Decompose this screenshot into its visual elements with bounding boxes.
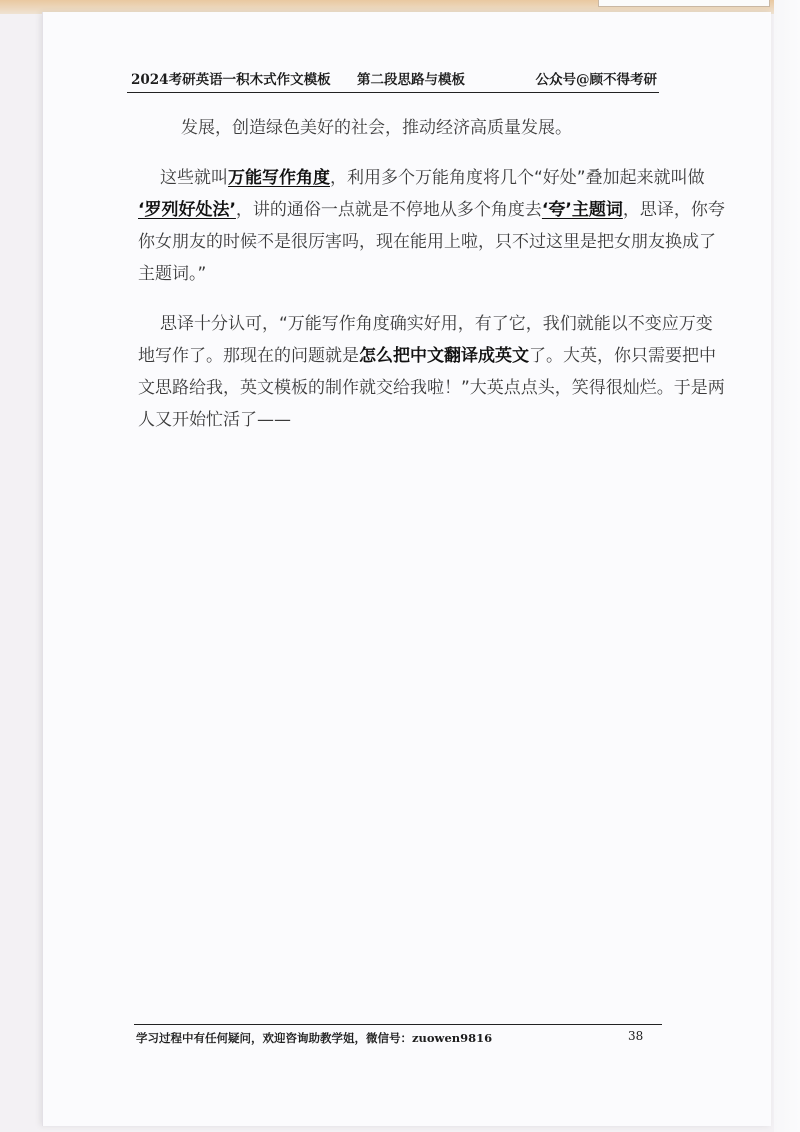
paragraph-3-line-4: 人又开始忙活了—— <box>138 410 291 430</box>
paragraph-3-line-1: 思译十分认可，“万能写作角度确实好用，有了它，我们就能以不变应万变 <box>160 314 713 334</box>
footer-note: 学习过程中有任何疑问，欢迎咨询助教学姐，微信号：zuowen9816 <box>136 1031 493 1045</box>
text-run: ，思译，你夸 <box>622 200 725 220</box>
paragraph-1-line-1: 发展，创造绿色美好的社会，推动经济高质量发展。 <box>181 118 572 138</box>
page-header <box>127 70 659 93</box>
text-run: ，讲的通俗一点就是不停地从多个角度去 <box>235 200 542 220</box>
paragraph-2-line-3: 你女朋友的时候不是很厉害吗，现在能用上啦，只不过这里是把女朋友换成了 <box>138 232 716 252</box>
emphasis-list-benefits: ‘罗列好处法’ <box>138 200 236 220</box>
emphasis-universal-angle: 万能写作角度 <box>228 168 330 188</box>
text-run: 地写作了。那现在的问题就是 <box>138 346 359 366</box>
page-number: 38 <box>628 1029 644 1043</box>
text-run: ，利用多个万能角度将几个“好处”叠加起来就叫做 <box>330 168 705 188</box>
header-title: 2024考研英语一积木式作文模板 <box>131 72 331 88</box>
header-account: 公众号@顾不得考研 <box>535 72 657 88</box>
paragraph-2-line-1 <box>138 162 705 194</box>
emphasis-praise-topic: ‘夸’主题词 <box>541 200 623 220</box>
paragraph-3-line-3: 文思路给我，英文模板的制作就交给我啦！”大英点点头，笑得很灿烂。于是两 <box>138 378 725 398</box>
header-section: 第二段思路与模板 <box>357 72 465 88</box>
text-run: 这些就叫 <box>160 168 228 188</box>
paragraph-2-line-4: 主题词。” <box>138 264 207 284</box>
text-run: 了。大英，你只需要把中 <box>529 346 716 366</box>
right-page-edge <box>774 0 800 1132</box>
emphasis-translate: 怎么把中文翻译成英文 <box>359 346 529 366</box>
paper-tab <box>598 0 770 7</box>
paragraph-2-line-2 <box>138 194 725 226</box>
paragraph-3-line-2 <box>138 340 716 372</box>
body-text <box>138 112 725 436</box>
footer-rule <box>134 1024 662 1025</box>
